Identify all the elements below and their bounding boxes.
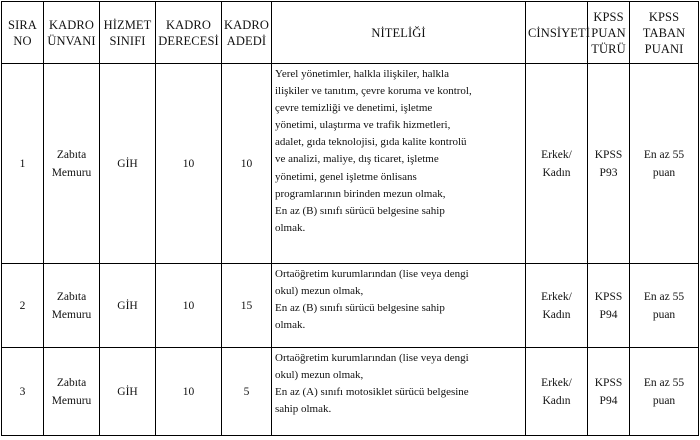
header-kpss-taban-puani-line-2: TABAN [642,25,686,40]
cell-sira-no: 3 [2,348,44,436]
header-kadro-derecesi-line-1: KADRO [166,17,211,32]
header-kadro-derecesi-line-2: DERECESİ [158,33,219,48]
niteligi-line: ilişkiler ve tanıtım, çevre koruma ve kontrol, [275,85,472,98]
niteligi-line: adalet, gıda teknolojisi, gıda kalite kontrolü [275,136,467,149]
header-kpss-taban-puani-line-1: KPSS [648,9,680,24]
header-kadro-adedi-line-2: ADEDİ [226,33,267,48]
niteligi-line: Ortaöğretim kurumlarından (lise veya dengi [275,352,469,364]
niteligi-line: sahip olmak. [275,403,332,416]
cell-cinsiyeti-line: Kadın [542,394,571,407]
header-row [2,2,699,64]
cell-kpss-puan-turu-line: KPSS [594,376,623,389]
cell-hizmet-sinifi: GİH [100,64,156,264]
cell-niteligi [272,64,526,264]
cell-kadro-unvani-line: Zabıta [56,376,87,389]
cell-kadro-unvani-line: Memuru [51,166,92,179]
header-kpss-puan-turu-line-2: PUAN [591,25,626,40]
header-kadro-adedi [222,2,272,64]
cell-cinsiyeti-line: Erkek/ [541,376,572,389]
header-kpss-puan-turu [588,2,630,64]
table-row [2,264,699,348]
header-kadro-derecesi [156,2,222,64]
cell-cinsiyeti-line: Erkek/ [541,148,572,161]
niteligi-line: yönetimi, genel işletme önlisans [275,170,417,183]
header-niteligi: NİTELİĞİ [272,2,526,64]
header-kadro-unvani [44,2,100,64]
cell-kpss-taban-puani-line: En az 55 [643,148,685,161]
header-kpss-puan-turu-line-3: TÜRÜ [591,41,626,56]
cell-niteligi [272,264,526,348]
niteligi-line: olmak. [275,319,306,332]
niteligi-line: En az (B) sınıfı sürücü belgesine sahip [275,204,445,217]
cell-kadro-unvani [44,64,100,264]
cell-cinsiyeti-line: Erkek/ [541,290,572,303]
header-cinsiyeti: CİNSİYETİ [526,2,588,64]
cell-cinsiyeti [526,348,588,436]
header-kpss-taban-puani-line-3: PUANI [644,41,684,56]
cell-kadro-unvani-line: Zabıta [56,148,87,161]
cell-kadro-unvani-line: Memuru [51,308,92,321]
header-hizmet-sinifi [100,2,156,64]
cell-hizmet-sinifi: GİH [100,264,156,348]
cell-kadro-adedi: 5 [222,348,272,436]
niteligi-line: ve analizi, maliye, dış ticaret, işletme [275,153,439,166]
cell-cinsiyeti-line: Kadın [542,166,571,179]
table-row [2,348,699,436]
cell-sira-no: 2 [2,264,44,348]
cell-kpss-taban-puani-line: puan [652,394,676,407]
header-hizmet-sinifi-line-1: HİZMET [103,17,152,32]
cell-kadro-adedi: 10 [222,64,272,264]
niteligi-line: programlarının birinden mezun olmak, [275,187,446,200]
cell-kadro-adedi: 15 [222,264,272,348]
cell-cinsiyeti [526,264,588,348]
cell-kpss-puan-turu [588,348,630,436]
header-kadro-adedi-line-1: KADRO [224,17,269,32]
header-kadro-unvani-line-1: KADRO [49,17,94,32]
header-sira-no-line-2: NO [13,33,32,48]
niteligi-line: çevre temizliği ve denetimi, işletme [275,102,433,115]
header-sira-no-line-1: SIRA [8,17,37,32]
header-hizmet-sinifi-line-2: SINIFI [109,33,146,48]
cell-kpss-taban-puani-line: puan [652,166,676,179]
header-kpss-taban-puani [630,2,699,64]
cell-kpss-puan-turu-line: KPSS [594,290,623,303]
cell-kpss-taban-puani-line: En az 55 [643,376,685,389]
cell-cinsiyeti-line: Kadın [542,308,571,321]
table-row [2,64,699,264]
cell-niteligi [272,348,526,436]
cell-kpss-taban-puani-line: En az 55 [643,290,685,303]
cell-kadro-unvani [44,348,100,436]
cell-kadro-derecesi: 10 [156,64,222,264]
cell-kpss-puan-turu-line: P93 [599,166,618,179]
niteligi-line: okul) mezun olmak, [275,369,364,382]
cell-kpss-puan-turu-line: P94 [599,308,618,321]
niteligi-line: En az (B) sınıfı sürücü belgesine sahip [275,302,445,315]
cell-kadro-unvani-line: Memuru [51,394,92,407]
cell-kadro-unvani-line: Zabıta [56,290,87,303]
cell-kpss-puan-turu [588,264,630,348]
cell-kpss-taban-puani [630,64,699,264]
cell-hizmet-sinifi: GİH [100,348,156,436]
cell-sira-no: 1 [2,64,44,264]
cell-kpss-taban-puani-line: puan [652,308,676,321]
kadro-table [1,1,699,436]
cell-kpss-puan-turu-line: P94 [599,394,618,407]
niteligi-line: Ortaöğretim kurumlarından (lise veya dengi [275,268,469,280]
niteligi-line: okul) mezun olmak, [275,285,364,298]
cell-kpss-puan-turu [588,64,630,264]
header-kadro-unvani-line-2: ÜNVANI [47,33,96,48]
cell-kadro-derecesi: 10 [156,264,222,348]
header-sira-no [2,2,44,64]
cell-kpss-taban-puani [630,264,699,348]
cell-kadro-unvani [44,264,100,348]
niteligi-line: Yerel yönetimler, halkla ilişkiler, halkla [275,68,449,80]
niteligi-line: En az (A) sınıfı motosiklet sürücü belgesine [275,386,469,399]
header-kpss-puan-turu-line-1: KPSS [593,9,624,24]
cell-cinsiyeti [526,64,588,264]
cell-kpss-puan-turu-line: KPSS [594,148,623,161]
cell-kpss-taban-puani [630,348,699,436]
cell-kadro-derecesi: 10 [156,348,222,436]
niteligi-line: yönetimi, ulaştırma ve trafik hizmetleri, [275,119,451,132]
niteligi-line: olmak. [275,221,306,234]
